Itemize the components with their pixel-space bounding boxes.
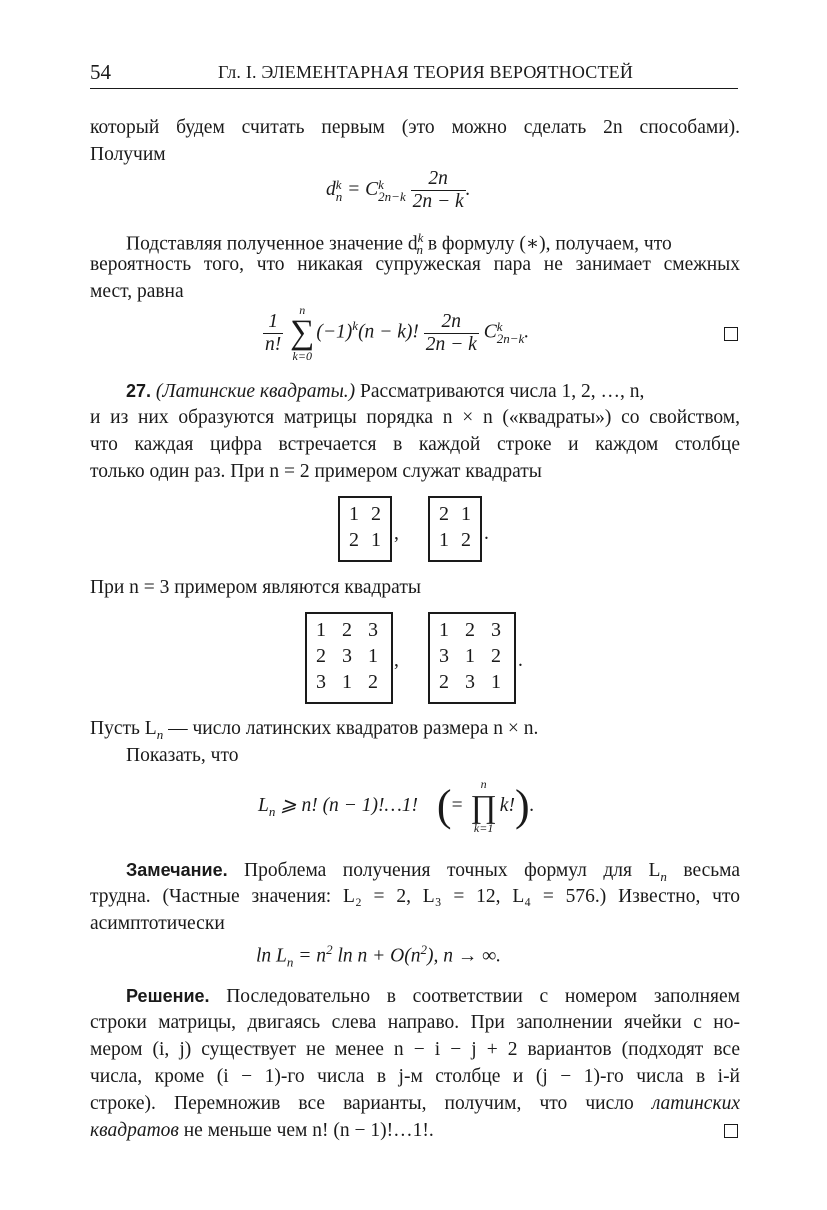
qed-square (724, 327, 738, 341)
text-line: Решение. Последовательно в соответствии с номером заполняем (126, 986, 740, 1007)
text-line: Подставляя полученное значение $d^k_n$ в формулу (∗), получаем, что (126, 230, 672, 258)
text-line: Получим (90, 144, 166, 165)
page-number: 54 (90, 60, 111, 84)
latin-square-3x3: 1 2 3 3 1 2 2 3 1 (428, 612, 516, 704)
latin-square-3x3: 1 2 3 2 3 1 3 1 2 (305, 612, 393, 704)
latin-square-2x2: 1 2 2 1 (338, 496, 392, 562)
text-line: что каждая цифра встречается в каждой строке и каждом столбце (90, 434, 740, 455)
text-line: мест, равна (90, 281, 184, 302)
remark-label: Замечание. (126, 860, 228, 880)
formula-latin-bound: $L_n$ ⩾ n! (n − 1)!…1! (= n ∏ k=1 k!). (258, 777, 535, 835)
problem-number: 27. (126, 381, 152, 401)
text-line: строки матрицы, двигаясь слева направо. При заполнении ячейки с но- (90, 1012, 740, 1033)
text-line: только один раз. При n = 2 примером служат квадраты (90, 461, 542, 482)
chapter-title: Гл. I. ЭЛЕМЕНТАРНАЯ ТЕОРИЯ ВЕРОЯТНОСТЕЙ (218, 62, 634, 82)
fraction: $\frac{2n}{2n - k}$ (412, 168, 464, 212)
text-line: Замечание. Проблема получения точных формул для $L_n$ весьма (126, 860, 740, 884)
text-line: вероятность того, что никакая супружеская пара не занимает смежных (90, 254, 740, 275)
text-line: При n = 3 примером являются квадраты (90, 577, 421, 598)
book-page: 54 Гл. I. ЭЛЕМЕНТАРНАЯ ТЕОРИЯ ВЕРОЯТНОСТЕЙ который будем считать первым (это можно сделать 2n способами). Получим d k n = C k 2n−k $\frac{2n}{2n - k}$ . Подставляя полученное значение $d^k_n$ в формулу (∗), получаем, что вероятность того, что никакая супружеская пара не занимает смежных мест, равна $\frac{1}{n!}$ n ∑ k=0 $(-1)^k(n - k)$! $\frac{2n}{2n - k}$ C k 2n−k . 27. (Латинские квадраты.) Рассматриваются числа 1, 2, …, n, и из них образуются матрицы порядка n × n («квадраты») со свойством, что каждая цифра встречается в каждой строке и каждом столбце только один раз. При n = 2 примером служат квадраты 1 2 2 1 , 2 1 1 2 . При n = 3 примером являются квадраты 1 2 3 2 3 1 3 1 2 , 1 2 3 3 1 2 2 3 1 . Пусть $L_n$ — число латинских квадратов размера n × n. Показать, что $L_n$ ⩾ n! (n − 1)!…1! (= n ∏ k=1 k!). Замечание. Проблема получения точных формул для $L_n$ весьма трудна. (Частные значения: L₂ = 2, L₃ = 12, L₄ = 576.) Известно, что асимптотически $\ln L_n = n^2$ $\ln n + O(n^2)$, n → ∞. Решение. Последовательно в соответствии с номером заполняем строки матрицы, двигаясь слева направо. При заполнении ячейки с но- мером (i, j) существует не менее n − i − j + 2 вариантов (подходят все числа, кроме (i − 1)-го числа в j-м столбце и (j − 1)-го числа в i-й строке). Перемножив все варианты, получим, что число латинских квадратов не меньше чем n! (n − 1)!…1!. (0, 0, 827, 1210)
problem-title: (Латинские квадраты.) (155, 381, 356, 402)
text-line: числа, кроме (i − 1)-го числа в j-м столбце и (j − 1)-го числа в i-й (90, 1066, 740, 1087)
text-line: строке). Перемножив все варианты, получим, что число латинских (90, 1093, 740, 1114)
solution-label: Решение. (126, 986, 210, 1006)
text-line: трудна. (Частные значения: L₂ = 2, L₃ = 12, L₄ = 576.) Известно, что (90, 886, 740, 907)
text-line: и из них образуются матрицы порядка n × n («квадраты») со свойством, (90, 407, 740, 428)
text-line: Показать, что (126, 745, 239, 766)
latin-square-2x2: 2 1 1 2 (428, 496, 482, 562)
text-line: мером (i, j) существует не менее n − i − j + 2 вариантов (подходят все (90, 1039, 740, 1060)
formula-asymptotic: $\ln L_n = n^2$ $\ln n + O(n^2)$, n → ∞. (256, 942, 501, 970)
text-line: Пусть $L_n$ — число латинских квадратов размера n × n. (90, 718, 539, 742)
qed-square (724, 1124, 738, 1138)
text-line: квадратов не меньше чем n! (n − 1)!…1!. (90, 1120, 434, 1141)
formula-probability: $\frac{1}{n!}$ n ∑ k=0 $(-1)^k(n - k)$! $\frac{2n}{2n - k}$ C k 2n−k . (265, 303, 530, 363)
text-line: 27. (Латинские квадраты.) Рассматриваются числа 1, 2, …, n, (126, 381, 645, 402)
running-header (90, 58, 738, 89)
text-line: асимптотически (90, 913, 225, 934)
text-line: который будем считать первым (это можно сделать 2n способами). (90, 117, 740, 138)
formula-d: d k n = C k 2n−k $\frac{2n}{2n - k}$ . (326, 168, 471, 212)
